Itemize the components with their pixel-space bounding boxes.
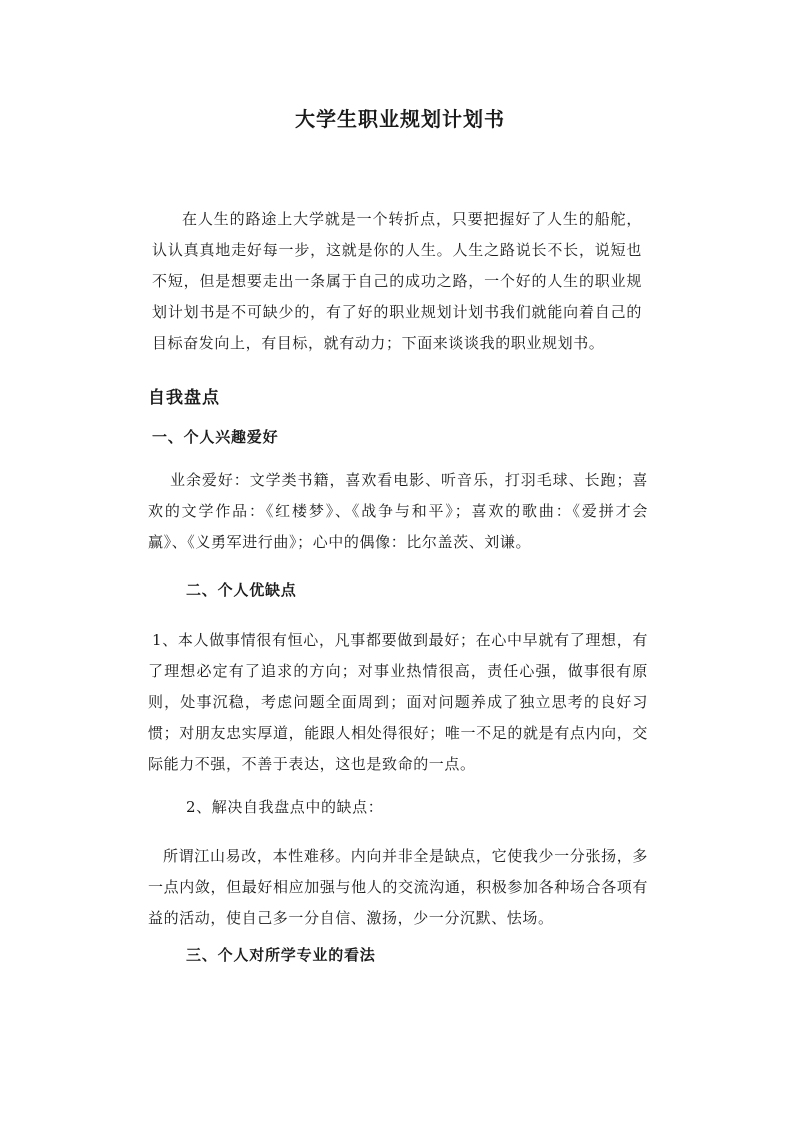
- strengths-paragraph: 1、本人做事情很有恒心，凡事都要做到最好；在心中早就有了理想，有了理想必定有了追求的方向；对事业热情很高，责任心强，做事很有原则，处事沉稳，考虑问题全面周到；面对问题养成了独立思考的良好习惯；对朋友忠实厚道，能跟人相处得很好；唯一不足的就是有点内向，交际能力不强，不善于表达，这也是致命的一点。: [148, 631, 648, 773]
- solve-weakness-heading: 2、解决自我盘点中的缺点：: [186, 798, 384, 816]
- document-title: 大学生职业规划计划书: [295, 107, 505, 131]
- subheading-strengths-weaknesses: 二、个人优缺点: [186, 581, 297, 599]
- hobbies-paragraph: 业余爱好：文学类书籍，喜欢看电影、听音乐，打羽毛球、长跑；喜欢的文学作品：《红楼梦》、《战争与和平》；喜欢的歌曲：《爱拼才会赢》、《义勇军进行曲》；心中的偶像：比尔盖茨、刘谦。: [148, 471, 648, 551]
- solve-weakness-paragraph: 所谓江山易改，本性难移。内向并非全是缺点，它使我少一分张扬，多一点内敛，但最好相应加强与他人的交流沟通，积极参加各种场合各项有益的活动，使自己多一分自信、激扬，少一分沉默、怯场。: [148, 847, 648, 927]
- section-heading-self-assessment: 自我盘点: [148, 388, 220, 408]
- subheading-major-views: 三、个人对所学专业的看法: [186, 946, 376, 964]
- intro-paragraph: 在人生的路途上大学就是一个转折点，只要把握好了人生的船舵，认认真真地走好每一步，这就是你的人生。人生之路说长不长，说短也不短，但是想要走出一条属于自己的成功之路，一个好的人生的职业规划计划书是不可缺少的，有了好的职业规划计划书我们就能向着自己的目标奋发向上，有目标，就有动力；下面来谈谈我的职业规划书。: [152, 210, 642, 352]
- subheading-interests: 一、个人兴趣爱好: [152, 428, 279, 446]
